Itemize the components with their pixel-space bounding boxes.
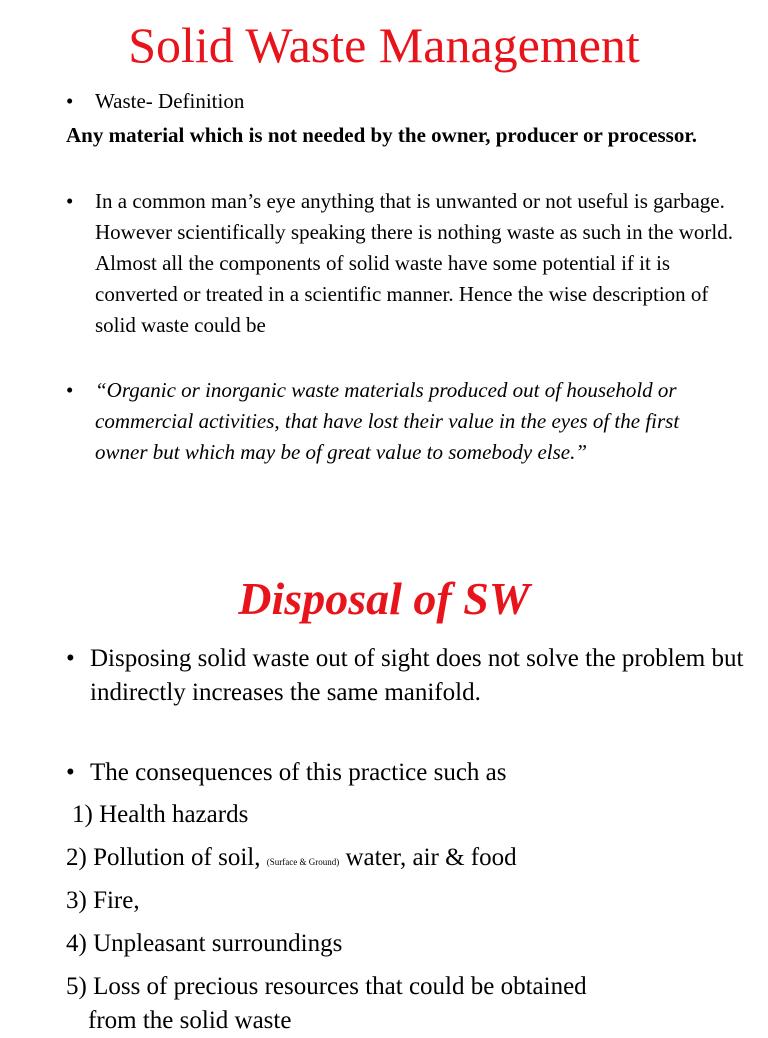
consequence-item-3: 3) Fire, [66, 887, 140, 914]
consequence-item-5-continuation: from the solid waste [88, 1007, 292, 1034]
consequence-item-5: 5) Loss of precious resources that could be obtained [66, 973, 587, 1000]
disposal-paragraph: Disposing solid waste out of sight does not solve the problem but indirectly increases the same manifold. [90, 645, 744, 706]
consequences-intro: The consequences of this practice such as [90, 759, 507, 786]
waste-definition-label: Waste- Definition [95, 89, 245, 113]
consequence-item-2-note: (Surface & Ground) [266, 857, 340, 867]
consequence-item-2-pre: 2) Pollution of soil, [66, 844, 261, 871]
page-title: Solid Waste Management [128, 17, 640, 73]
section-title-disposal: Disposal of SW [238, 573, 530, 624]
bullet-marker: • [66, 378, 74, 402]
consequence-item-4: 4) Unpleasant surroundings [66, 930, 343, 957]
waste-quote-paragraph: “Organic or inorganic waste materials produced out of household or commercial activities, that have lost their value in the eyes of the first owner but which may be of great value to somebody else.” [95, 378, 680, 464]
bullet-marker: • [66, 645, 75, 672]
consequence-item-2 [66, 841, 746, 879]
bullet-marker: • [66, 89, 74, 113]
definition-statement: Any material which is not needed by the owner, producer or processor. [66, 123, 697, 147]
bullet-marker: • [66, 189, 74, 213]
common-view-paragraph: In a common man’s eye anything that is unwanted or not useful is garbage. However scientifically speaking there is nothing waste as such in the world. Almost all the components of solid waste have some potential if it is converted or treated in a scientific manner. Hence the wise description of solid waste could be [95, 189, 733, 337]
consequence-item-2-post: water, air & food [345, 844, 517, 871]
bullet-marker: • [66, 759, 75, 786]
consequence-item-1: 1) Health hazards [72, 801, 249, 828]
